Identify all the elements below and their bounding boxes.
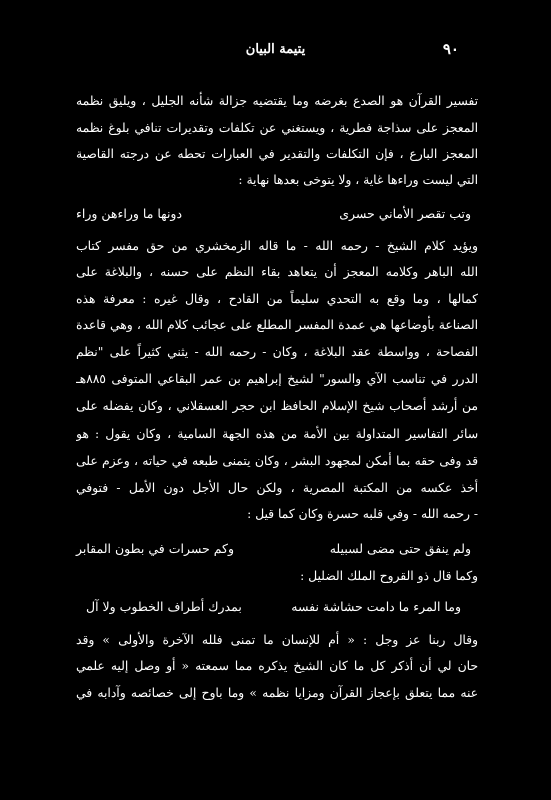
- verse-hemistich-second: وكم حسرات في بطون المقابر: [76, 541, 234, 556]
- verse-intro: وكما قال ذو القروح الملك الضليل :: [300, 569, 478, 583]
- text-line: حان لي أن أذكر كل ما كان الشيخ يذكره مما سمعته « أو وصل إليه علمي: [76, 659, 478, 673]
- text-line: من أرشد أصحاب شيخ الإسلام الحافظ ابن حجر العسقلاني ، وكان يفضله على: [76, 399, 478, 413]
- text-line: الدرر في تناسب الآي والسور" لشيخ إبراهيم بن عمر البقاعي المتوفى ٨٨٥هـ: [76, 372, 478, 386]
- verse-hemistich-second: بمدرك أطراف الخطوب ولا آل: [86, 599, 242, 614]
- text-line: عنه مما يتعلق بإعجاز القرآن ومزايا نظمه » وما باوح إلى خصائصه وآدابه في: [76, 686, 478, 700]
- text-line: سائر التفاسير المتداولة بين الأمة من هذه الجهة السامية ، وكان يقول : هو: [76, 427, 478, 441]
- text-line: المعجز على سذاجة فطرية ، ويستغني عن تكلفات وتقديرات تنافي بلوغ نظمه: [76, 121, 478, 135]
- verse-hemistich-second: دونها ما وراءهن وراء: [76, 206, 183, 221]
- verse-hemistich-first: ولم ينفق حتى مضى لسبيله: [329, 541, 471, 556]
- text-line: كمالها ، وما وقع به التحدي سليماً من القادح ، وقال غيره : معرفة هذه: [76, 292, 478, 306]
- text-line: الصناعة بأوضاعها هي عمدة المفسر المطلع على عجائب كلام الله ، وهي قاعدة: [76, 318, 478, 332]
- page-header: [40, 40, 511, 64]
- text-line: الله الباهر وكلامه المعجز أن يتعاهد بقاء النظم على حسنه ، والبلاغة على: [76, 265, 478, 279]
- text-line: قد وفى حقه بما أمكن لمجهود البشر ، وكان يتمنى طبعه في حياته ، وعزم على: [76, 454, 478, 468]
- text-line: التي ليست وراءها غاية ، ولا يتوخى بعدها نهاية :: [238, 173, 478, 187]
- text-line: تفسير القرآن هو الصدع بغرضه وما يقتضيه جزالة شأنه الجليل ، ويليق نظمه: [76, 94, 478, 108]
- running-title: يتيمة البيان: [245, 42, 306, 57]
- text-line: - رحمه الله - وفي قلبه حسرة وكان كما قيل :: [247, 507, 478, 521]
- verse-hemistich-first: وما المرء ما دامت حشاشة نفسه: [291, 599, 461, 614]
- text-line: ويؤيد كلام الشيخ - رحمه الله - ما قاله الزمخشري من حق مفسر كتاب: [76, 239, 478, 253]
- text-line: أخذ عكسه من المكتبة المصرية ، ولكن حال الأجل دون الأمل - فتوفي: [76, 481, 478, 495]
- verse-hemistich-first: وتب تقصر الأماني حسرى: [339, 206, 471, 221]
- page-number: ٩٠: [442, 40, 459, 58]
- text-line: المعجز البارع ، فإن التكلفات والتقدير في العبارات تحطه عن درجته القاصية: [76, 147, 478, 161]
- text-line: الفصاحة ، وواسطة عقد البلاغة ، وكان - رحمه الله - يثني كثيراً على "نظم: [76, 345, 478, 359]
- text-line: وقال ربنا عز وجل : « أم للإنسان ما تمنى فلله الآخرة والأولى » وقد: [76, 633, 478, 647]
